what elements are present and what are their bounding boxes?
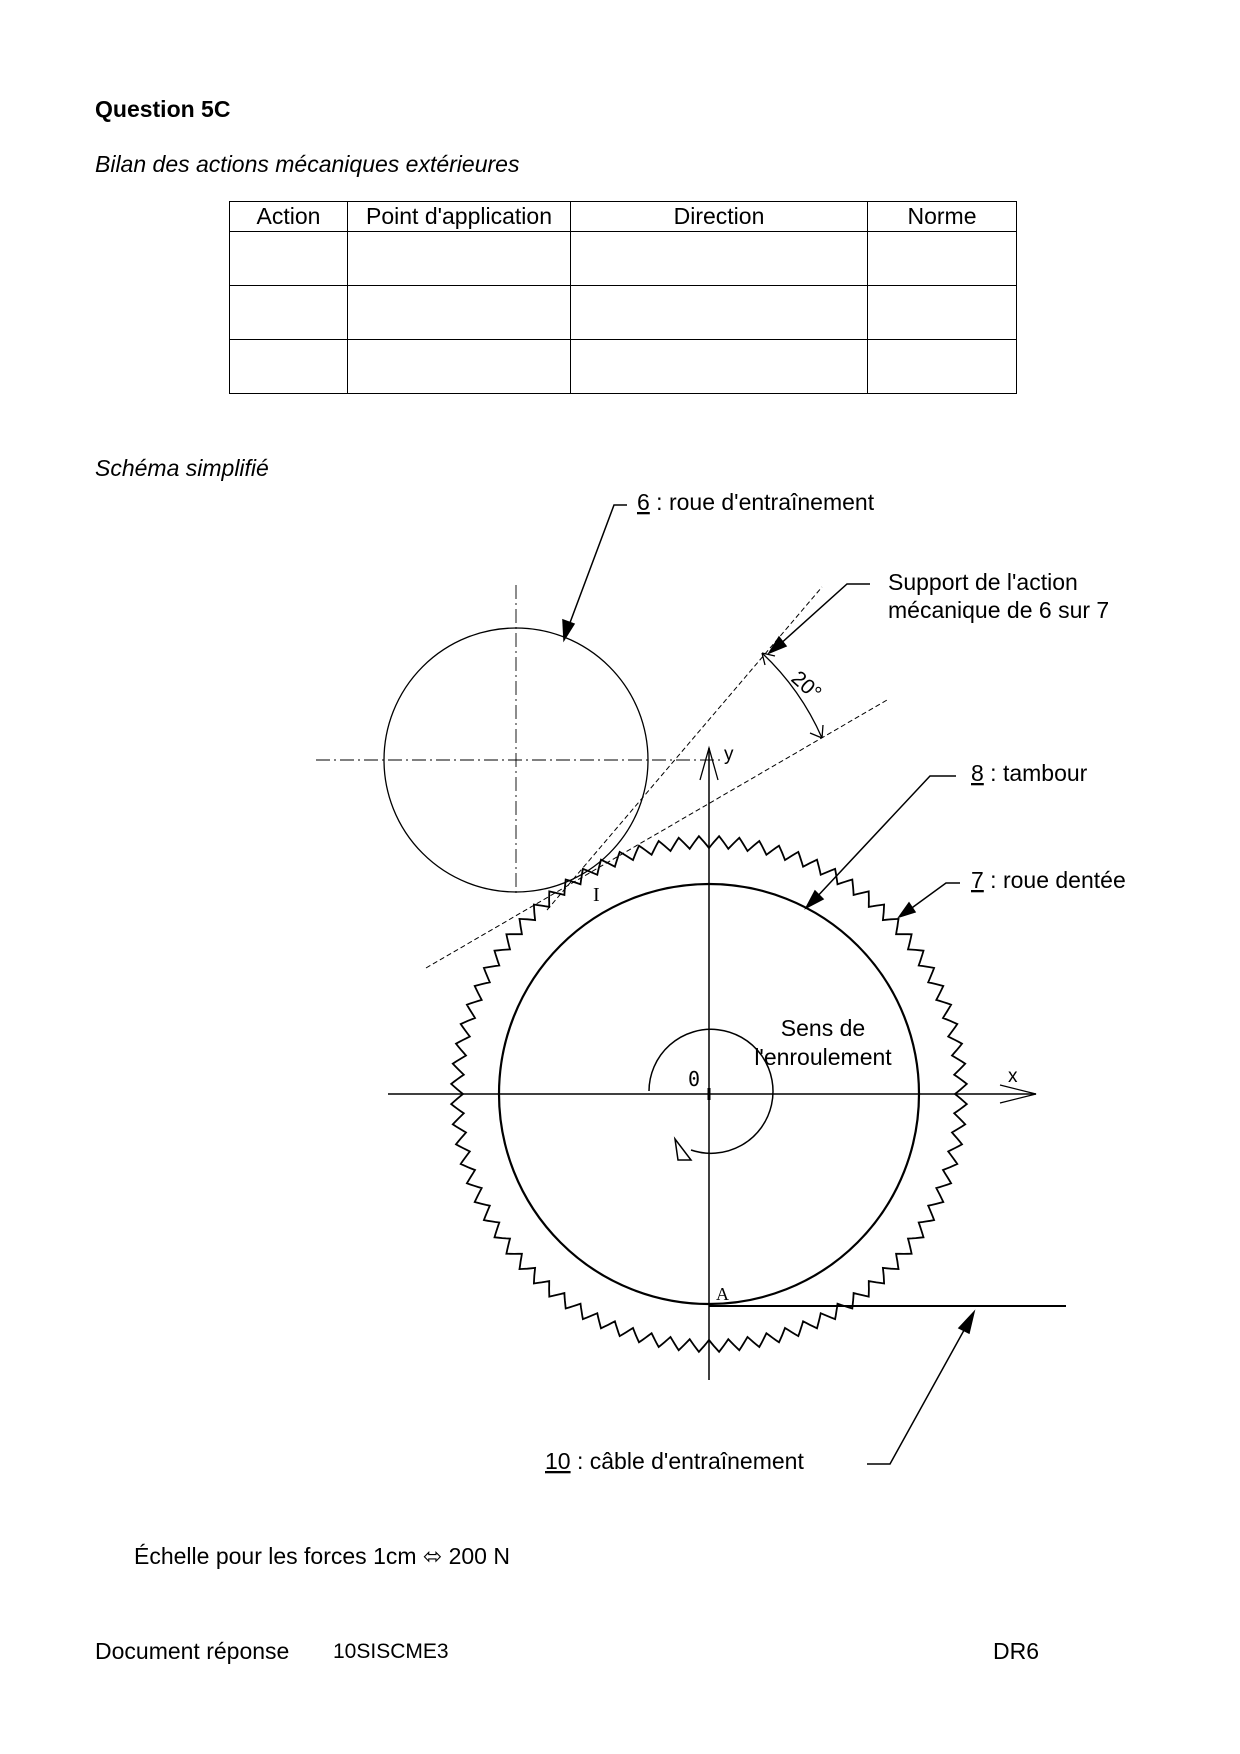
construction-lines xyxy=(426,587,887,968)
table-header-norme: Norme xyxy=(868,202,1017,232)
table-header-direction: Direction xyxy=(571,202,868,232)
label-axis-x: x xyxy=(1008,1066,1018,1087)
label-sens-line2: l'enroulement xyxy=(754,1044,892,1070)
leader-part10 xyxy=(867,1312,974,1464)
label-part10: 10 : câble d'entraînement xyxy=(545,1448,804,1474)
leader-support xyxy=(769,584,870,653)
leader-part6 xyxy=(563,505,627,640)
label-support-line2: mécanique de 6 sur 7 xyxy=(888,597,1110,623)
label-part7: 7 : roue dentée xyxy=(971,867,1126,893)
label-sens-line1: Sens de xyxy=(780,1015,866,1041)
axes xyxy=(388,748,1036,1380)
force-scale: Échelle pour les forces 1cm ⬄ 200 N xyxy=(134,1543,510,1569)
leader-part8 xyxy=(806,776,956,908)
footer-code: 10SISCME3 xyxy=(333,1640,449,1663)
label-angle: 20° xyxy=(786,666,826,705)
label-support-line1: Support de l'action xyxy=(888,569,1078,595)
leader-part7 xyxy=(899,883,960,917)
label-point-I: I xyxy=(593,884,600,906)
label-axis-y: y xyxy=(724,744,734,765)
question-title: Question 5C xyxy=(95,96,231,122)
roller-6 xyxy=(316,585,720,895)
label-point-O: 0 xyxy=(688,1067,701,1091)
label-part8: 8 : tambour xyxy=(971,760,1088,786)
footer-page-id: DR6 xyxy=(993,1638,1040,1664)
section-title-schema: Schéma simplifié xyxy=(95,455,269,481)
table-header-point: Point d'application xyxy=(348,202,571,232)
label-point-A: A xyxy=(716,1284,729,1304)
footer-doc-label: Document réponse xyxy=(95,1638,290,1664)
section-title-bilan: Bilan des actions mécaniques extérieures xyxy=(95,151,520,177)
table-header-action: Action xyxy=(230,202,348,232)
label-part6: 6 : roue d'entraînement xyxy=(637,489,875,515)
